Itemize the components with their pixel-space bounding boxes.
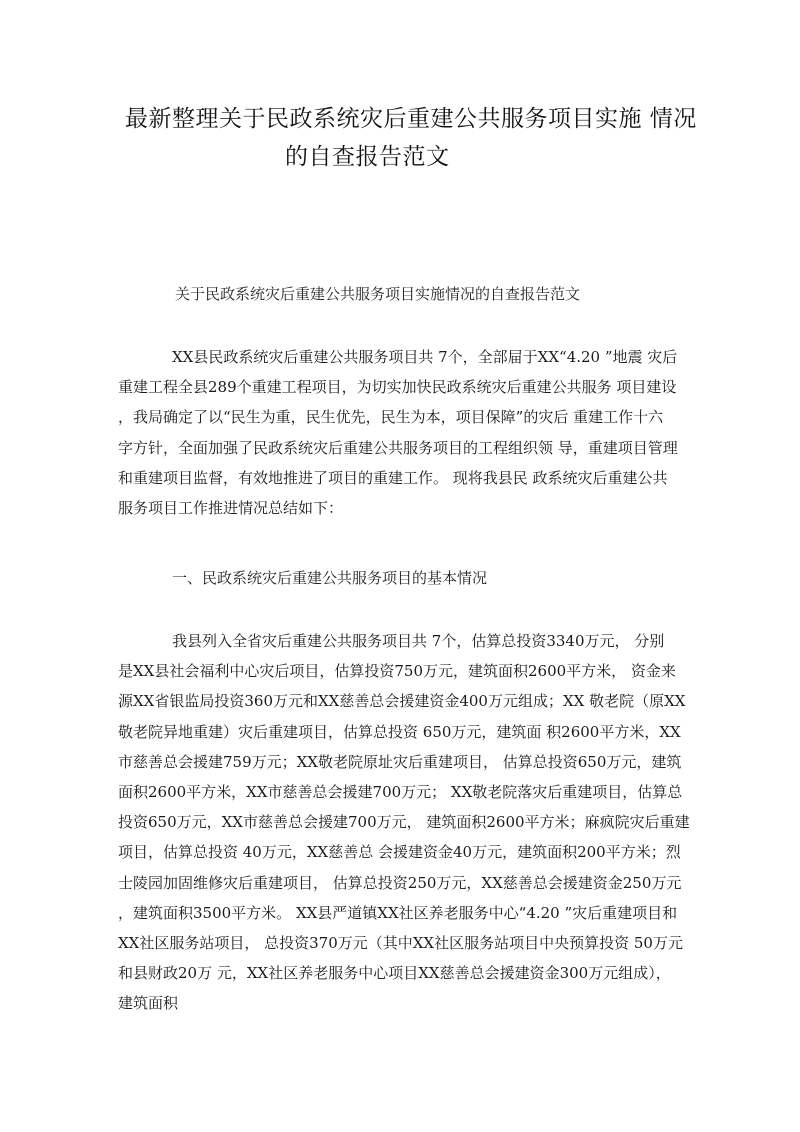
basic-info-paragraph xyxy=(118,626,690,1019)
section-heading: 一、民政系统灾后重建公共服务项目的基本情况 xyxy=(172,569,488,587)
paragraph-line: ，建筑面积3500平方米。 XX县严道镇XX社区养老服务中心“4.20 ”灾后重建项目和 xyxy=(118,903,678,922)
title-line-2: 的自查报告范文 xyxy=(285,144,450,170)
paragraph-line: 服务项目工作推进情况总结如下： xyxy=(118,499,344,518)
paragraph-line: 重建工程全县289个重建工程项目，为切实加快民政系统灾后重建公共服务 项目建设 xyxy=(118,378,677,397)
paragraph-line: 和县财政20万 元，XX社区养老服务中心项目XX慈善总会援建资金300万元组成）， xyxy=(118,964,671,983)
document-subtitle: 关于民政系统灾后重建公共服务项目实施情况的自查报告范文 xyxy=(175,285,581,303)
paragraph-line: XX社区服务站项目， 总投资370万元（其中XX社区服务站项目中央预算投资 50万元 xyxy=(118,934,683,953)
paragraph-line: 是XX县社会福利中心灾后项目，估算投资750万元，建筑面积2600平方米， 资金来 xyxy=(118,662,676,681)
paragraph-line: 投资650万元，XX市慈善总会援建700万元， 建筑面积2600平方米；麻疯院灾后重建 xyxy=(118,813,690,832)
paragraph-line: 建筑面积 xyxy=(118,994,179,1013)
paragraph-line: 和重建项目监督，有效地推进了项目的重建工作。 现将我县民 政系统灾后重建公共 xyxy=(118,468,668,487)
intro-paragraph xyxy=(118,342,690,523)
paragraph-line: XX县民政系统灾后重建公共服务项目共 7个，全部屇于XX“4.20 ”地震 灾后 xyxy=(172,348,678,366)
paragraph-line: 敬老院异地重建）灾后重建项目，估算总投资 650万元，建筑面 积2600平方米，XX xyxy=(118,722,681,741)
title-line-1: 最新整理关于民政系统灾后重建公共服务项目实施 情况 xyxy=(125,106,697,132)
paragraph-line: 字方针，全面加强了民政系统灾后重建公共服务项目的工程组织领 导，重建项目管理 xyxy=(118,438,678,457)
paragraph-line: 项目，估算总投资 40万元，XX慈善总 会援建资金40万元，建筑面积200平方米；烈 xyxy=(118,843,681,862)
document-title xyxy=(100,100,720,176)
paragraph-line: 我县列入全省灾后重建公共服务项目共 7个，估算总投资3340万元， 分别 xyxy=(172,632,665,650)
paragraph-line: 士陵园加固维修灾后重建项目， 估算总投资250万元，XX慈善总会援建资金250万元 xyxy=(118,873,682,892)
paragraph-line: 面积2600平方米，XX市慈善总会援建700万元； XX敬老院落灾后重建项目，估算总 xyxy=(118,783,683,802)
paragraph-line: 源XX省银监局投资360万元和XX慈善总会援建资金400万元组成；XX 敬老院（原XX xyxy=(118,692,686,711)
paragraph-line: 市慈善总会援建759万元；XX敬老院原址灾后重建项目， 估算总投资650万元，建筑 xyxy=(118,752,682,771)
paragraph-line: ，我局确定了以“民生为重，民生优先，民生为本，项目保障”的灾后 重建工作十六 xyxy=(118,408,664,427)
